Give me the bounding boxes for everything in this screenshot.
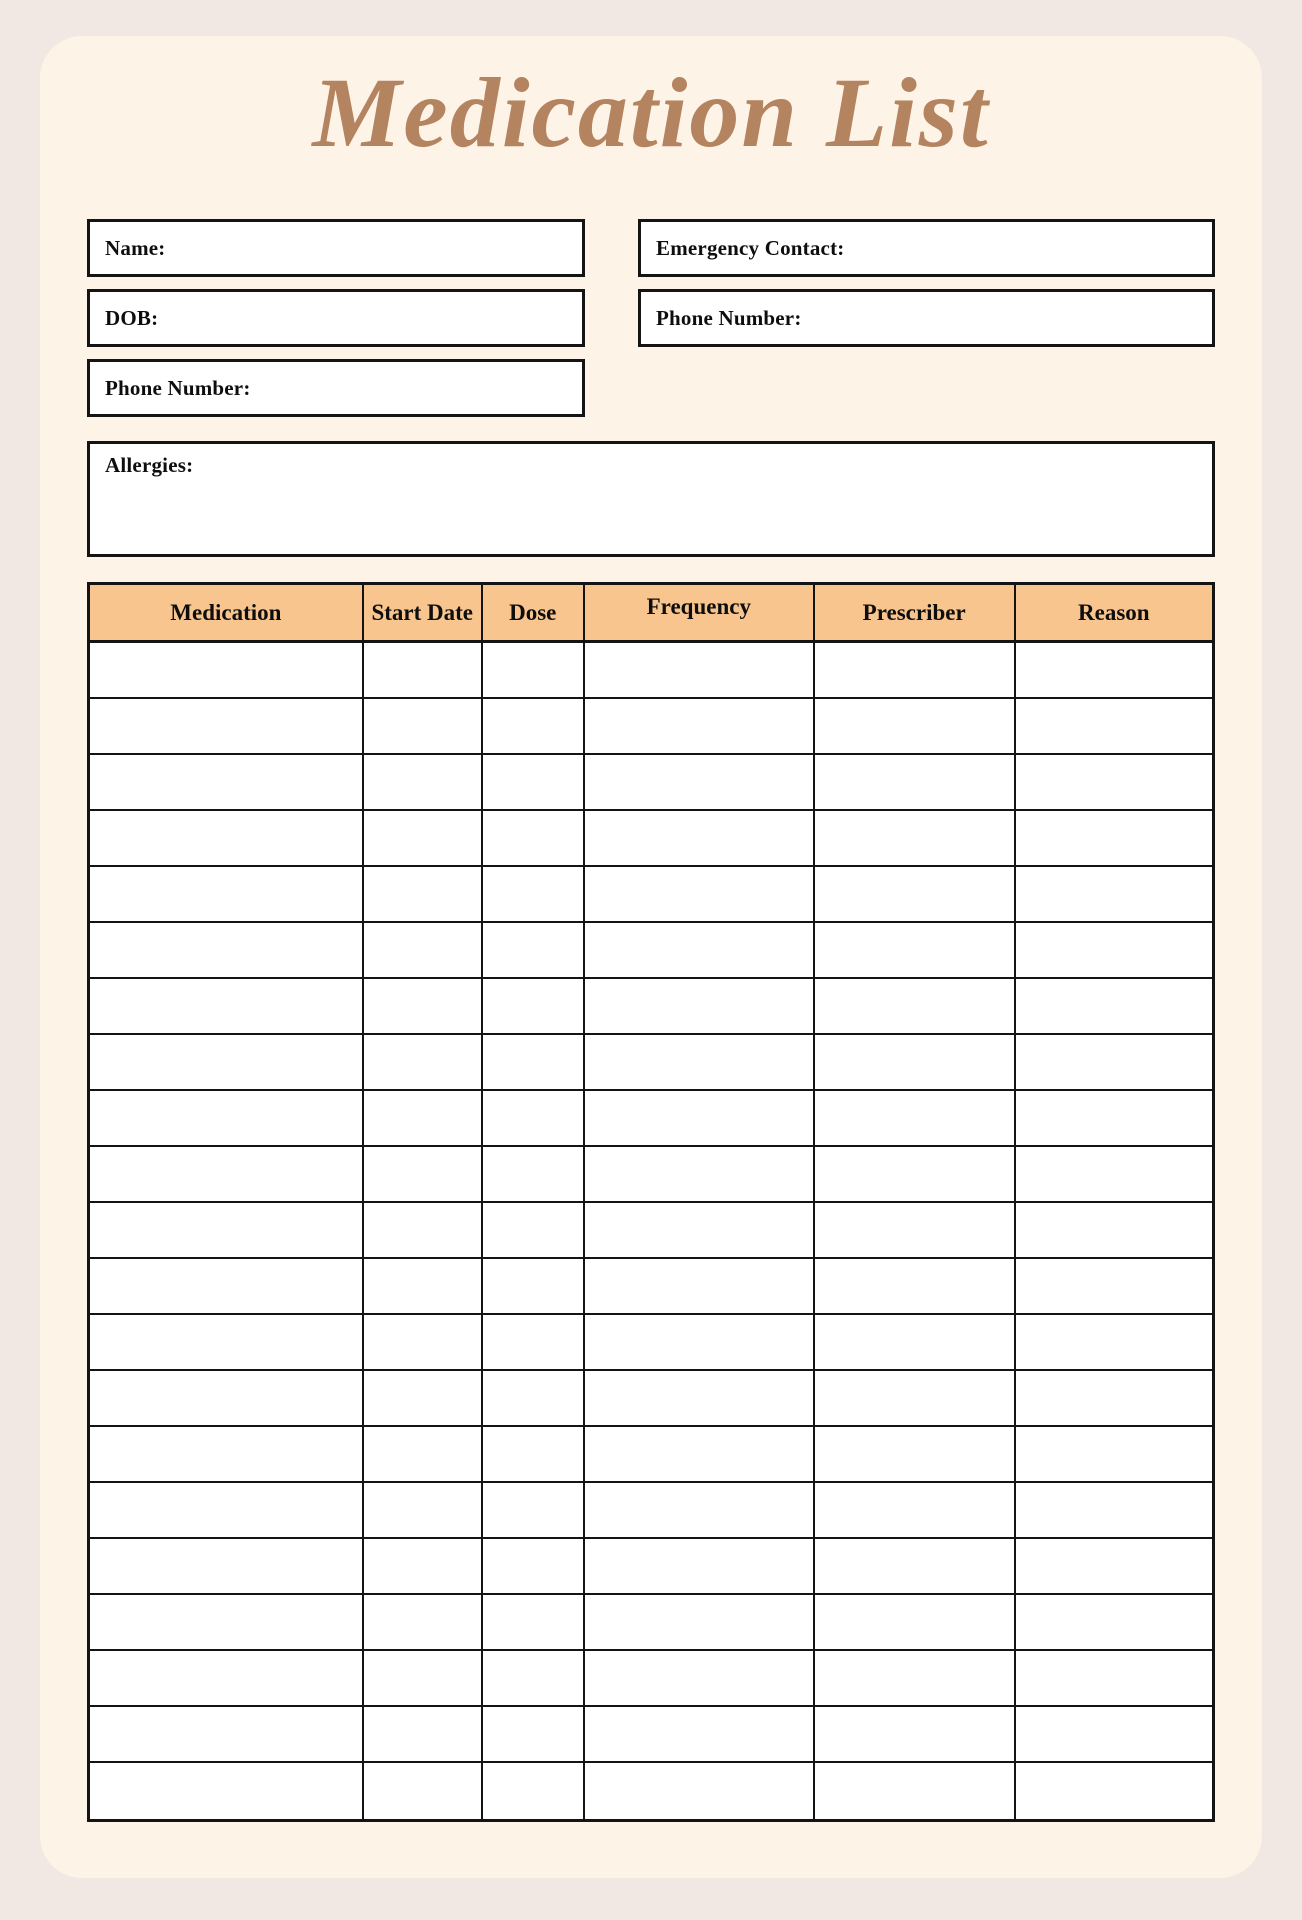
table-cell[interactable]	[90, 1091, 364, 1147]
table-cell[interactable]	[585, 923, 815, 979]
table-cell[interactable]	[364, 1483, 483, 1539]
table-cell[interactable]	[815, 1483, 1016, 1539]
table-cell[interactable]	[585, 1203, 815, 1259]
table-cell[interactable]	[585, 1763, 815, 1819]
table-cell[interactable]	[483, 1147, 585, 1203]
table-cell[interactable]	[815, 1147, 1016, 1203]
table-cell[interactable]	[483, 699, 585, 755]
table-cell[interactable]	[815, 1203, 1016, 1259]
table-cell[interactable]	[1016, 1091, 1212, 1147]
table-cell[interactable]	[585, 1595, 815, 1651]
table-cell[interactable]	[1016, 755, 1212, 811]
table-cell[interactable]	[585, 1259, 815, 1315]
table-cell[interactable]	[483, 1371, 585, 1427]
table-cell[interactable]	[1016, 699, 1212, 755]
table-cell[interactable]	[90, 1371, 364, 1427]
page-title: Medication List	[312, 57, 990, 168]
column-header-start-date: Start Date	[364, 585, 483, 643]
dob-field[interactable]	[87, 289, 585, 347]
table-cell[interactable]	[364, 1763, 483, 1819]
emergency-phone-label: Phone Number:	[656, 305, 802, 330]
table-cell[interactable]	[585, 1427, 815, 1483]
table-cell[interactable]	[90, 923, 364, 979]
table-cell[interactable]	[90, 1315, 364, 1371]
table-cell[interactable]	[585, 643, 815, 699]
table-cell[interactable]	[815, 923, 1016, 979]
table-cell[interactable]	[1016, 1763, 1212, 1819]
table-cell[interactable]	[364, 1595, 483, 1651]
table-cell[interactable]	[585, 1091, 815, 1147]
table-cell[interactable]	[483, 1035, 585, 1091]
column-header-frequency: Frequency	[585, 585, 815, 643]
table-cell[interactable]	[815, 755, 1016, 811]
allergies-field[interactable]	[87, 441, 1215, 557]
table-cell[interactable]	[815, 811, 1016, 867]
table-cell[interactable]	[90, 1595, 364, 1651]
table-cell[interactable]	[815, 1707, 1016, 1763]
table-cell[interactable]	[90, 699, 364, 755]
table-cell[interactable]	[90, 1203, 364, 1259]
table-cell[interactable]	[364, 979, 483, 1035]
form-card	[40, 36, 1262, 1878]
table-cell[interactable]	[585, 1147, 815, 1203]
table-cell[interactable]	[364, 643, 483, 699]
table-cell[interactable]	[1016, 811, 1212, 867]
allergies-label: Allergies:	[105, 453, 194, 477]
phone-number-label: Phone Number:	[105, 375, 251, 400]
table-cell[interactable]	[90, 1763, 364, 1819]
table-cell[interactable]	[585, 1651, 815, 1707]
table-cell[interactable]	[364, 1651, 483, 1707]
table-cell[interactable]	[483, 755, 585, 811]
table-cell[interactable]	[364, 755, 483, 811]
table-cell[interactable]	[364, 1371, 483, 1427]
table-cell[interactable]	[815, 699, 1016, 755]
column-header-medication: Medication	[90, 585, 364, 643]
table-cell[interactable]	[1016, 1371, 1212, 1427]
table-cell[interactable]	[483, 1707, 585, 1763]
table-cell[interactable]	[483, 1427, 585, 1483]
table-cell[interactable]	[90, 1539, 364, 1595]
table-cell[interactable]	[483, 1091, 585, 1147]
table-cell[interactable]	[815, 1315, 1016, 1371]
table-cell[interactable]	[1016, 1147, 1212, 1203]
emergency-contact-label: Emergency Contact:	[656, 235, 845, 260]
column-header-dose: Dose	[483, 585, 585, 643]
emergency-contact-field[interactable]	[638, 219, 1215, 277]
table-cell[interactable]	[483, 1259, 585, 1315]
table-cell[interactable]	[364, 1259, 483, 1315]
table-cell[interactable]	[483, 979, 585, 1035]
table-cell[interactable]	[585, 1371, 815, 1427]
table-cell[interactable]	[585, 979, 815, 1035]
table-cell[interactable]	[364, 867, 483, 923]
table-cell[interactable]	[90, 1035, 364, 1091]
table-cell[interactable]	[815, 1595, 1016, 1651]
table-cell[interactable]	[364, 1427, 483, 1483]
table-cell[interactable]	[90, 643, 364, 699]
table-cell[interactable]	[364, 1539, 483, 1595]
table-cell[interactable]	[585, 1539, 815, 1595]
table-cell[interactable]	[585, 1315, 815, 1371]
table-cell[interactable]	[815, 1035, 1016, 1091]
table-cell[interactable]	[585, 867, 815, 923]
table-cell[interactable]	[364, 1035, 483, 1091]
table-cell[interactable]	[815, 643, 1016, 699]
table-cell[interactable]	[1016, 1203, 1212, 1259]
table-cell[interactable]	[90, 1483, 364, 1539]
table-cell[interactable]	[483, 1539, 585, 1595]
table-cell[interactable]	[483, 1315, 585, 1371]
table-cell[interactable]	[90, 1147, 364, 1203]
table-cell[interactable]	[1016, 1427, 1212, 1483]
table-cell[interactable]	[364, 1147, 483, 1203]
table-cell[interactable]	[90, 1651, 364, 1707]
table-cell[interactable]	[815, 1259, 1016, 1315]
table-cell[interactable]	[585, 755, 815, 811]
column-header-prescriber: Prescriber	[815, 585, 1016, 643]
table-cell[interactable]	[483, 643, 585, 699]
table-cell[interactable]	[585, 1707, 815, 1763]
table-cell[interactable]	[585, 1483, 815, 1539]
table-cell[interactable]	[1016, 923, 1212, 979]
table-cell[interactable]	[1016, 1539, 1212, 1595]
table-cell[interactable]	[364, 1091, 483, 1147]
table-cell[interactable]	[90, 1707, 364, 1763]
table-cell[interactable]	[585, 699, 815, 755]
table-cell[interactable]	[483, 1651, 585, 1707]
table-cell[interactable]	[1016, 1315, 1212, 1371]
name-label: Name:	[105, 235, 166, 260]
table-cell[interactable]	[585, 1035, 815, 1091]
emergency-phone-field[interactable]	[638, 289, 1215, 347]
table-cell[interactable]	[585, 811, 815, 867]
table-cell[interactable]	[90, 1259, 364, 1315]
table-cell[interactable]	[90, 979, 364, 1035]
table-cell[interactable]	[364, 1315, 483, 1371]
table-cell[interactable]	[90, 755, 364, 811]
column-header-reason: Reason	[1016, 585, 1212, 643]
table-cell[interactable]	[1016, 979, 1212, 1035]
phone-number-field[interactable]	[87, 359, 585, 417]
table-cell[interactable]	[815, 1763, 1016, 1819]
table-cell[interactable]	[1016, 867, 1212, 923]
table-cell[interactable]	[815, 1091, 1016, 1147]
table-cell[interactable]	[815, 1427, 1016, 1483]
table-cell[interactable]	[1016, 1595, 1212, 1651]
table-cell[interactable]	[815, 1539, 1016, 1595]
table-cell[interactable]	[483, 1763, 585, 1819]
table-cell[interactable]	[483, 923, 585, 979]
table-cell[interactable]	[1016, 1259, 1212, 1315]
table-cell[interactable]	[815, 1651, 1016, 1707]
table-cell[interactable]	[1016, 643, 1212, 699]
table-cell[interactable]	[90, 867, 364, 923]
table-cell[interactable]	[483, 811, 585, 867]
table-cell[interactable]	[364, 1203, 483, 1259]
table-cell[interactable]	[815, 867, 1016, 923]
table-cell[interactable]	[1016, 1483, 1212, 1539]
table-cell[interactable]	[364, 699, 483, 755]
table-cell[interactable]	[483, 1595, 585, 1651]
dob-label: DOB:	[105, 305, 159, 330]
table-cell[interactable]	[90, 811, 364, 867]
table-cell[interactable]	[1016, 1035, 1212, 1091]
table-cell[interactable]	[364, 923, 483, 979]
table-cell[interactable]	[364, 811, 483, 867]
medication-table	[87, 582, 1215, 1822]
table-cell[interactable]	[815, 979, 1016, 1035]
table-cell[interactable]	[1016, 1651, 1212, 1707]
table-cell[interactable]	[1016, 1707, 1212, 1763]
table-cell[interactable]	[483, 1483, 585, 1539]
name-field[interactable]	[87, 219, 585, 277]
table-cell[interactable]	[815, 1371, 1016, 1427]
table-cell[interactable]	[364, 1707, 483, 1763]
table-cell[interactable]	[483, 867, 585, 923]
table-cell[interactable]	[483, 1203, 585, 1259]
table-cell[interactable]	[90, 1427, 364, 1483]
